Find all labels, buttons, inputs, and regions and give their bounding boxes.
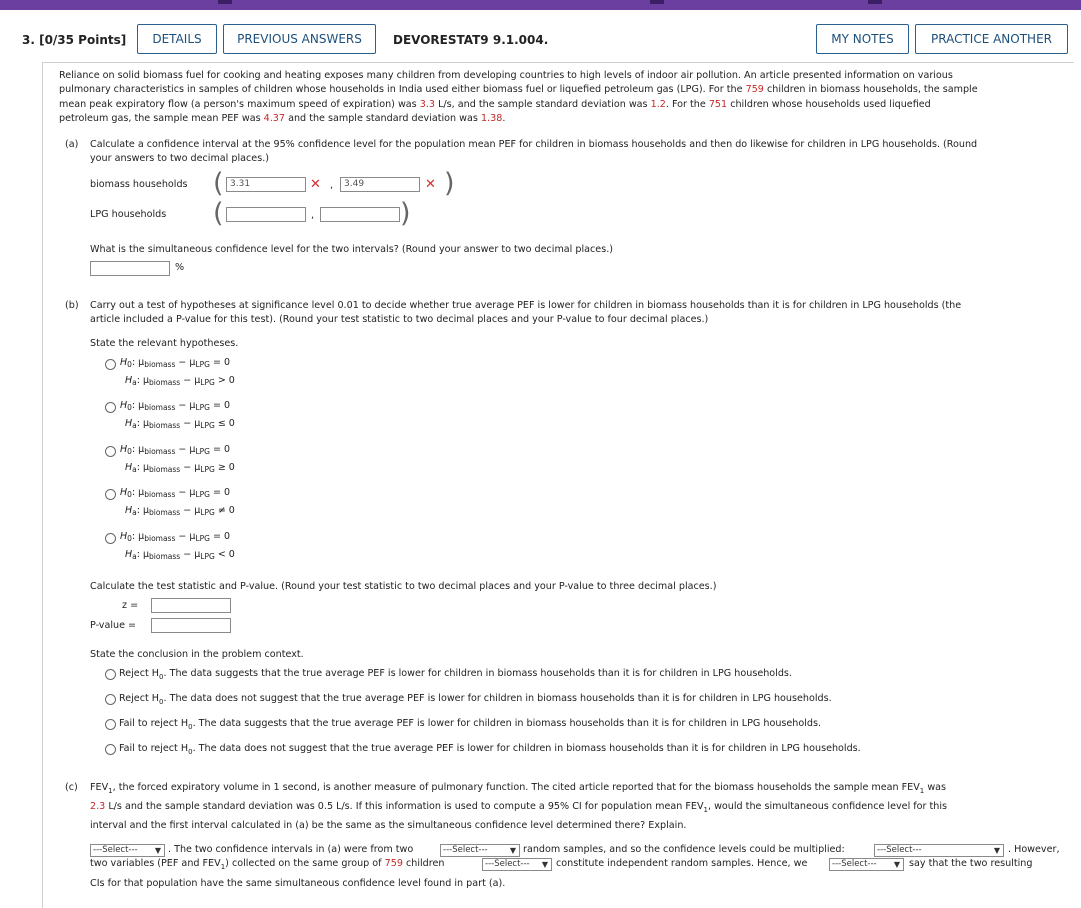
select-dropdown-4[interactable]: ---Select--- ▼ (482, 858, 552, 871)
part-b-label: (b) (65, 300, 79, 311)
null-hypothesis: $H_0$: $\mu_{biomass} - \mu_{LPG} = 0$ (120, 357, 231, 369)
open-paren: ( (213, 168, 224, 199)
null-hypothesis: $H_0$: $\mu_{biomass} - \mu_{LPG} = 0$ (120, 487, 231, 499)
p-value-input[interactable] (151, 618, 231, 633)
part-a-label: (a) (65, 139, 79, 150)
alt-hypothesis: $H_a$: $\mu_{biomass} - \mu_{LPG} > 0$ (125, 375, 235, 387)
alt-hypothesis: $H_a$: $\mu_{biomass} - \mu_{LPG} \ge 0$ (125, 462, 235, 474)
part-b-question-line-2: article included a P-value for this test). (Round your test statistic to two decimal places and your P-value to four decimal places.) (90, 314, 709, 325)
part-c-line-1: $FEV_1$, the forced expiratory volume in 1 second, is another measure of pulmonary function. The cited article reported that for the biomass households the sample mean $FEV_1$ was (90, 782, 947, 795)
z-statistic-input[interactable] (151, 598, 231, 613)
part-c-answer-line-2c: say that the two resulting (909, 858, 1033, 869)
wrong-x-icon: ✕ (310, 177, 321, 192)
conclusion-radio[interactable] (105, 669, 116, 680)
part-b-question-line-1: Carry out a test of hypotheses at significance level 0.01 to decide whether true average PEF is lower for children in biomass households than it is for children in LPG households (the (90, 300, 962, 311)
close-paren: ) (444, 168, 455, 199)
part-c-line-3: interval and the first interval calculated in (a) be the same as the simultaneous confidence level determined there? Explain. (90, 820, 687, 831)
select-dropdown-2[interactable]: ---Select--- ▼ (440, 844, 520, 857)
chevron-down-icon: ▼ (893, 860, 900, 869)
my-notes-button[interactable]: MY NOTES (816, 24, 909, 54)
part-c-answer-text-3: . However, (1008, 844, 1060, 855)
lpg-lower-input[interactable] (226, 207, 306, 222)
simultaneous-question: What is the simultaneous confidence level for the two intervals? (Round your answer to two decimal places.) (90, 244, 613, 255)
select-dropdown-3[interactable]: ---Select--- ▼ (874, 844, 1004, 857)
calculate-question: Calculate the test statistic and P-value. (Round your test statistic to two decimal places and your P-value to three decimal places.) (90, 581, 717, 592)
state-hypotheses-label: State the relevant hypotheses. (90, 338, 239, 349)
chevron-down-icon: ▼ (509, 846, 516, 855)
interval-separator: , (311, 210, 315, 221)
percent-unit: % (175, 262, 185, 273)
conclusion-radio[interactable] (105, 744, 116, 755)
hypothesis-radio[interactable] (105, 402, 116, 413)
part-c-answer-line-2b: constitute independent random samples. Hence, we (556, 858, 808, 869)
biomass-lower-input[interactable]: 3.31 (226, 177, 306, 192)
top-bar-marker (218, 0, 232, 4)
null-hypothesis: $H_0$: $\mu_{biomass} - \mu_{LPG} = 0$ (120, 531, 231, 543)
chevron-down-icon: ▼ (154, 846, 161, 855)
intro-line-2: pulmonary characteristics in samples of children whose households in India used either biomass fuel or liquefied petroleum gas (LPG). For the 759 children in biomass households, the sample (59, 84, 978, 95)
part-a-question-line-1: Calculate a confidence interval at the 95% confidence level for the population mean PEF for children in biomass households and then do likewise for children in LPG households. (Round (90, 139, 978, 150)
null-hypothesis: $H_0$: $\mu_{biomass} - \mu_{LPG} = 0$ (120, 444, 231, 456)
part-c-line-2: 2.3 L/s and the sample standard deviation was 0.5 L/s. If this information is used to compute a 95% CI for population mean $FEV_1$, would the simultaneous confidence level for this (90, 801, 948, 814)
alt-hypothesis: $H_a$: $\mu_{biomass} - \mu_{LPG} \ne 0$ (125, 505, 235, 517)
close-paren: ) (400, 198, 411, 229)
hypothesis-radio[interactable] (105, 533, 116, 544)
question-code: DEVORESTAT9 9.1.004. (393, 33, 549, 47)
practice-another-button[interactable]: PRACTICE ANOTHER (915, 24, 1068, 54)
part-c-answer-text-1: . The two confidence intervals in (a) were from two (168, 844, 414, 855)
select-dropdown-1[interactable]: ---Select--- ▼ (90, 844, 165, 857)
conclusion-text: Fail to reject $H_0$. The data suggests that the true average PEF is lower for children in biomass households than it is for children in LPG households. (119, 718, 822, 731)
chevron-down-icon: ▼ (541, 860, 548, 869)
previous-answers-button[interactable]: PREVIOUS ANSWERS (223, 24, 376, 54)
part-c-label: (c) (65, 782, 78, 793)
lpg-households-label: LPG households (90, 209, 167, 220)
biomass-upper-input[interactable]: 3.49 (340, 177, 420, 192)
select-dropdown-5[interactable]: ---Select--- ▼ (829, 858, 904, 871)
question-title: 3. [0/35 Points] (22, 33, 127, 47)
intro-line-3: mean peak expiratory flow (a person's maximum speed of expiration) was 3.3 L/s, and the sample standard deviation was 1.2. For the 751 children whose households used liquefied (59, 99, 931, 110)
part-c-answer-line-3: CIs for that population have the same simultaneous confidence level found in part (a). (90, 878, 506, 889)
conclusion-radio[interactable] (105, 694, 116, 705)
alt-hypothesis: $H_a$: $\mu_{biomass} - \mu_{LPG} < 0$ (125, 549, 235, 561)
part-c-answer-text-2: random samples, and so the confidence levels could be multiplied: (523, 844, 845, 855)
simultaneous-level-input[interactable] (90, 261, 170, 276)
lpg-upper-input[interactable] (320, 207, 400, 222)
z-label: z = (122, 600, 139, 611)
hypothesis-radio[interactable] (105, 359, 116, 370)
null-hypothesis: $H_0$: $\mu_{biomass} - \mu_{LPG} = 0$ (120, 400, 231, 412)
top-bar-marker (868, 0, 882, 4)
top-bar-marker (650, 0, 664, 4)
alt-hypothesis: $H_a$: $\mu_{biomass} - \mu_{LPG} \le 0$ (125, 418, 235, 430)
wrong-x-icon: ✕ (425, 177, 436, 192)
conclusion-text: Reject $H_0$. The data suggests that the true average PEF is lower for children in biomass households than it is for children in LPG households. (119, 668, 792, 681)
top-bar (0, 0, 1081, 10)
hypothesis-radio[interactable] (105, 489, 116, 500)
conclusion-radio[interactable] (105, 719, 116, 730)
biomass-households-label: biomass households (90, 179, 188, 190)
interval-separator: , (330, 180, 334, 191)
conclusion-question: State the conclusion in the problem context. (90, 649, 304, 660)
intro-line-1: Reliance on solid biomass fuel for cooking and heating exposes many children from developing countries to high levels of indoor air pollution. An article presented information on various (59, 70, 953, 81)
chevron-down-icon: ▼ (993, 846, 1000, 855)
conclusion-text: Reject $H_0$. The data does not suggest that the true average PEF is lower for children in biomass households than it is for children in LPG households. (119, 693, 832, 706)
hypothesis-radio[interactable] (105, 446, 116, 457)
open-paren: ( (213, 198, 224, 229)
part-a-question-line-2: your answers to two decimal places.) (90, 153, 270, 164)
intro-line-4: petroleum gas, the sample mean PEF was 4.37 and the sample standard deviation was 1.38. (59, 113, 506, 124)
conclusion-text: Fail to reject $H_0$. The data does not suggest that the true average PEF is lower for children in biomass households than it is for children in LPG households. (119, 743, 861, 756)
part-c-answer-line-2a: two variables (PEF and $FEV_1$) collected on the same group of 759 children (90, 858, 445, 871)
details-button[interactable]: DETAILS (137, 24, 217, 54)
question-body (42, 62, 1074, 908)
p-value-label: P-value = (90, 620, 137, 631)
